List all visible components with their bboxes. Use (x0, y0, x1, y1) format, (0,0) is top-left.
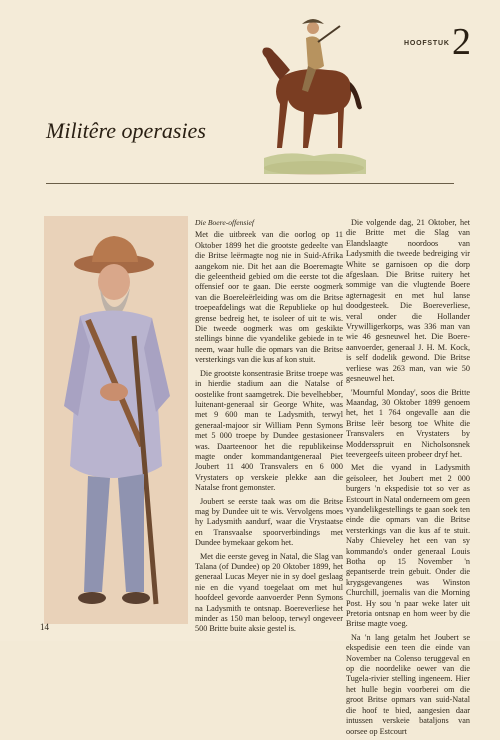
horse-rider-illustration (258, 8, 370, 178)
chapter-number: 2 (452, 21, 471, 63)
boer-portrait-painting (44, 216, 188, 624)
paragraph: Joubert se eerste taak was om die Britse mag by Dundee uit te wis. Vervolgens moes hy Ladysmith aandurf, waar die Vrystaatse en Transvaalse spoorverbindings met Dundee bymekaar gekom het. (195, 496, 343, 548)
paragraph: Na 'n lang getalm het Joubert se ekspedisie een teen die einde van November na Colenso teruggeval en op die noordelike oewer van die Tugela-rivier stelling ingeneem. Hier het hulle begin voorberei om die groot Britse opmars van suid-Natal die hoof te bied, aangesien daar intussen verskeie bataljons van oorsee op Estcourt (346, 632, 470, 736)
paragraph: Met die eerste geveg in Natal, die Slag van Talana (of Dundee) op 20 Oktober 1899, het generaal Lucas Meyer nie in sy doel geslaag nie en die vyand toegelaat om met hul hoofdeel gevorde aanvoerder Penn Symons na Ladysmith te ontsnap. Boereverliese het minder as 150 man beloop, terwyl ongeveer 500 Britte buite aksie gestel is. (195, 551, 343, 634)
page-number: 14 (40, 622, 49, 632)
paragraph: Met die uitbreek van die oorlog op 11 Oktober 1899 het die grootste gedeelte van die Britse leërmagte nog nie in Suid-Afrika aangekom nie. Dit het aan die Boeremagte die geleentheid gebied om die eerste tot die offensief oor te gaan. Die eerste oogmerk van die Boereleërleiding was om die Britse troepeafdelings wat die Republieke op hul grense bedreig het, te isoleer of uit te wis. Die tweede oogmerk was om geskikte stellings binne die vyandelike gebiede in te neem, waar hulle die opmars van die Britse versterkings van die kus af kon stuit. (195, 230, 343, 365)
text-column-left (195, 218, 343, 638)
paragraph: Die volgende dag, 21 Oktober, het die Britte met die Slag van Elandslaagte noordoos van Ladysmith die tweede bedreiging vir White se garnisoen op die dorp afgeslaan. Die Britse ruitery het sommige van die vlugtende Boere agternagesit en met hul lanse doodgesteek. Die Boereverliese, veral onder die Hollander Vrywilligerkorps, was 336 man van wie 46 gesneuwel het. Die Boere-aanvoerder, generaal J. H. M. Kock, is self dodelik gewond. Die Britse verliese was 263 man, van wie 50 gesneuwel het. (346, 218, 470, 384)
divider (46, 183, 454, 184)
page-title: Militêre operasies (46, 118, 206, 143)
paragraph: Met die vyand in Ladysmith geïsoleer, het Joubert met 2 000 burgers 'n ekspedisie tot so ver as Estcourt in Natal onderneem om geen vyandelikgestellings te gaan soek ten einde die opmars van die Britse versterkings van die kus af te stuit. Naby Chieveley het een van sy kommando's onder generaal Louis Botha op 15 November 'n gepantserde trein gebuit. Onder die krygsgevangenes was Winston Churchill, joernalis van die Morning Post. Hy sou 'n paar weke later uit Pretoria ontsnap en hom weer by die Britse magte voeg. (346, 463, 470, 629)
chapter-label: HOOFSTUK (404, 40, 450, 47)
paragraph: Die grootste konsentrasie Britse troepe was in hierdie stadium aan die Natalse of oostelike front saamgetrek. Die bevelhebber, luitenant-generaal sir George White, was met 9 600 man te Ladysmith, terwyl generaal-majoor sir William Penn Symons met 5 000 troepe by Dundee gestasioneer was. Daarteenoor het die republikeinse magte onder kommandantgeneraal Piet Joubert 11 400 Transvalers en 6 000 Vrystaters op verskeie plekke aan die Natalse front gemonster. (195, 368, 343, 493)
paragraph: 'Mournful Monday', soos die Britte Maandag, 30 Oktober 1899 genoem het, het 1 764 ongevalle aan die Britse leër besorg toe White die Transvalers en Vrystaters by Moddersspruit en Nicholsonsnek teevergeefs uiteen probeer dryf het. (346, 387, 470, 459)
text-column-right (346, 218, 470, 740)
section-heading: Die Boere-offensief (195, 218, 254, 227)
